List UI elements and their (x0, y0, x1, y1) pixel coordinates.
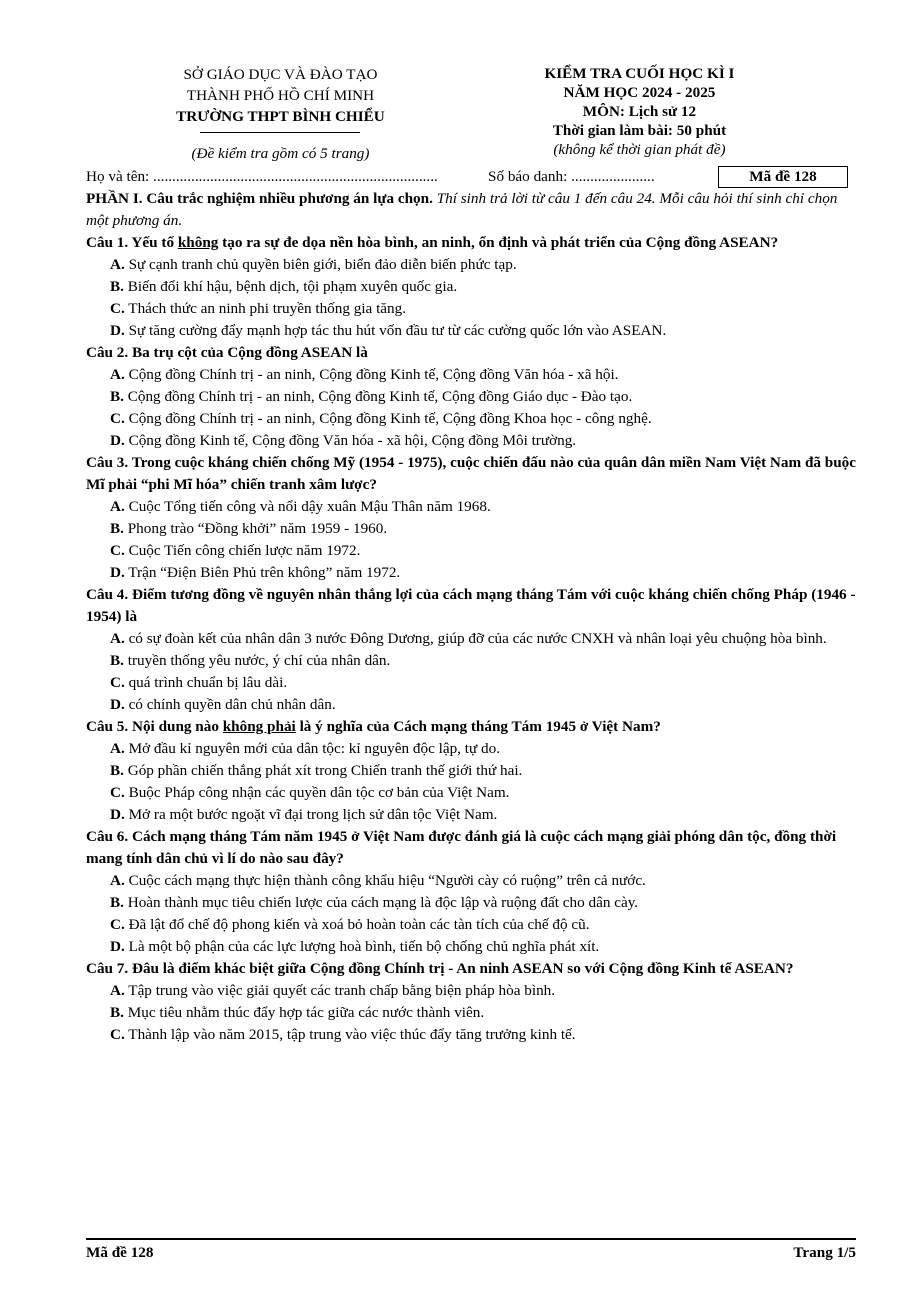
question-text: Câu 1. Yếu tố (86, 234, 178, 251)
option-key: B. (110, 388, 124, 405)
question-list (86, 232, 856, 1046)
question-text-cont: tạo ra sự đe dọa nền hòa bình, an ninh, ổn định và phát triển của Cộng đồng ASEAN? (218, 234, 779, 251)
part-one-instruction: Thí sinh trả lời từ câu 1 đến câu 24. Mỗi câu hỏi thí sinh chỉ chọn một phương án. (86, 190, 838, 229)
question-emphasis: không (177, 234, 219, 251)
answer-option (86, 276, 856, 298)
option-text: Thành lập vào năm 2015, tập trung vào việc thúc đẩy tăng trưởng kinh tế. (124, 1026, 576, 1043)
exam-title: KIỂM TRA CUỐI HỌC KÌ I (544, 65, 735, 82)
answer-option (86, 672, 856, 694)
option-text: Cuộc Tiến công chiến lược năm 1972. (124, 542, 361, 559)
option-text: Cộng đồng Kinh tế, Cộng đồng Văn hóa - xã hội, Cộng đồng Môi trường. (124, 432, 577, 449)
option-key: A. (110, 498, 125, 515)
option-key: B. (110, 652, 124, 669)
question-text: Câu 2. Ba trụ cột của Cộng đồng ASEAN là (86, 344, 368, 361)
answer-option (86, 562, 856, 584)
answer-option (86, 386, 856, 408)
question-stem (86, 232, 856, 254)
school-name: TRƯỜNG THPT BÌNH CHIỂU (176, 108, 385, 125)
option-key: C. (110, 300, 125, 317)
option-key: D. (110, 806, 125, 823)
question-stem (86, 826, 856, 870)
question-block (86, 716, 856, 826)
option-key: C. (110, 784, 125, 801)
answer-option (86, 1024, 856, 1046)
option-key: C. (110, 674, 125, 691)
option-text: quá trình chuẩn bị lâu dài. (124, 674, 288, 691)
answer-option (86, 320, 856, 342)
option-text: có sự đoàn kết của nhân dân 3 nước Đông Dương, giúp đỡ của các nước CNXH và nhân loại yêu chuộng hòa bình. (124, 630, 827, 647)
answer-option (86, 936, 856, 958)
option-text: Buộc Pháp công nhận các quyền dân tộc cơ bản của Việt Nam. (124, 784, 510, 801)
option-text: Mở đầu kỉ nguyên mới của dân tộc: kỉ nguyên độc lập, tự do. (124, 740, 500, 757)
option-key: D. (110, 938, 125, 955)
option-key: C. (110, 542, 125, 559)
part-one-title: PHẦN I. Câu trắc nghiệm nhiều phương án lựa chọn. (86, 190, 433, 207)
option-text: Hoàn thành mục tiêu chiến lược của cách mạng là độc lập và ruộng đất cho dân cày. (123, 894, 639, 911)
option-text: Sự tăng cường đẩy mạnh hợp tác thu hút vốn đầu tư từ các cường quốc lớn vào ASEAN. (124, 322, 667, 339)
option-key: B. (110, 278, 124, 295)
answer-option (86, 914, 856, 936)
option-key: B. (110, 520, 124, 537)
question-block (86, 342, 856, 452)
answer-option (86, 430, 856, 452)
exam-code-box: Mã đề 128 (718, 166, 848, 188)
option-key: A. (110, 366, 125, 383)
question-text: Câu 7. Đâu là điểm khác biệt giữa Cộng đồng Chính trị - An ninh ASEAN so với Cộng đồng Kinh tế ASEAN? (86, 960, 794, 977)
option-key: B. (110, 762, 124, 779)
question-block (86, 958, 856, 1046)
option-text: Cộng đồng Chính trị - an ninh, Cộng đồng Kinh tế, Cộng đồng Khoa học - công nghệ. (124, 410, 652, 427)
option-text: Trận “Điện Biên Phủ trên không” năm 1972. (124, 564, 401, 581)
option-text: Tập trung vào việc giải quyết các tranh chấp bằng biện pháp hòa bình. (124, 982, 556, 999)
option-text: Cộng đồng Chính trị - an ninh, Cộng đồng Kinh tế, Cộng đồng Văn hóa - xã hội. (124, 366, 619, 383)
question-block (86, 826, 856, 958)
answer-option (86, 980, 856, 1002)
time-note: (không kể thời gian phát đề) (553, 141, 726, 158)
option-key: A. (110, 630, 125, 647)
answer-option (86, 694, 856, 716)
exam-header (86, 64, 856, 164)
answer-option (86, 254, 856, 276)
option-text: Đã lật đổ chế độ phong kiến và xoá bỏ hoàn toàn các tàn tích của chế độ cũ. (124, 916, 590, 933)
option-key: D. (110, 432, 125, 449)
answer-option (86, 892, 856, 914)
option-text: Cộng đồng Chính trị - an ninh, Cộng đồng Kinh tế, Cộng đồng Giáo dục - Đào tạo. (123, 388, 633, 405)
option-text: Cuộc Tổng tiến công và nổi dậy xuân Mậu Thân năm 1968. (124, 498, 491, 515)
option-text: có chính quyền dân chủ nhân dân. (124, 696, 336, 713)
option-text: Góp phần chiến thắng phát xít trong Chiến tranh thế giới thứ hai. (123, 762, 523, 779)
question-block (86, 584, 856, 716)
answer-option (86, 760, 856, 782)
answer-option (86, 738, 856, 760)
question-block (86, 232, 856, 342)
header-right (475, 64, 804, 164)
answer-option (86, 518, 856, 540)
option-key: D. (110, 322, 125, 339)
option-text: Là một bộ phận của các lực lượng hoà bình, tiến bộ chống chủ nghĩa phát xít. (124, 938, 600, 955)
option-text: Thách thức an ninh phi truyền thống gia tăng. (124, 300, 407, 317)
option-key: C. (110, 916, 125, 933)
answer-option (86, 496, 856, 518)
answer-option (86, 628, 856, 650)
option-key: D. (110, 564, 125, 581)
student-id-field: Số báo danh: ...................... (488, 168, 655, 185)
school-year: NĂM HỌC 2024 - 2025 (563, 84, 716, 101)
student-info-row (86, 166, 856, 188)
question-text: Câu 4. Điểm tương đồng về nguyên nhân thắng lợi của cách mạng tháng Tám với cuộc kháng chiến chống Pháp (1946 - 1954) là (86, 586, 856, 625)
question-text: Câu 5. Nội dung nào (86, 718, 223, 735)
page-footer (86, 1238, 856, 1262)
footer-page-number: Trang 1/5 (793, 1244, 856, 1261)
footer-exam-code: Mã đề 128 (86, 1244, 154, 1261)
answer-option (86, 364, 856, 386)
answer-option (86, 870, 856, 892)
option-key: B. (110, 1004, 124, 1021)
option-text: truyền thống yêu nước, ý chí của nhân dân. (123, 652, 391, 669)
question-stem (86, 342, 856, 364)
option-text: Mở ra một bước ngoặt vĩ đại trong lịch sử dân tộc Việt Nam. (124, 806, 498, 823)
question-stem (86, 716, 856, 738)
answer-option (86, 408, 856, 430)
option-key: A. (110, 740, 125, 757)
page-count-note: (Đề kiểm tra gồm có 5 trang) (191, 145, 370, 162)
question-text: Câu 3. Trong cuộc kháng chiến chống Mỹ (1954 - 1975), cuộc chiến đấu nào của quân dân miền Nam Việt Nam đã buộc Mĩ phải “phi Mĩ hóa” chiến tranh xâm lược? (86, 454, 857, 493)
option-text: Biến đổi khí hậu, bệnh dịch, tội phạm xuyên quốc gia. (123, 278, 458, 295)
student-name-field: Họ và tên: ........................................................................... (86, 168, 438, 185)
option-key: A. (110, 256, 125, 273)
question-emphasis: không phải (222, 718, 296, 735)
city-name: THÀNH PHỐ HỒ CHÍ MINH (186, 87, 375, 104)
answer-option (86, 298, 856, 320)
question-stem (86, 584, 856, 628)
answer-option (86, 540, 856, 562)
header-left (86, 64, 475, 164)
question-text: Câu 6. Cách mạng tháng Tám năm 1945 ở Việt Nam được đánh giá là cuộc cách mạng giải phóng dân tộc, đồng thời mang tính dân chủ vì lí do nào sau đây? (86, 828, 837, 867)
option-key: C. (110, 1026, 125, 1043)
answer-option (86, 782, 856, 804)
part-one-heading (86, 188, 856, 232)
option-key: A. (110, 982, 125, 999)
option-key: C. (110, 410, 125, 427)
question-block (86, 452, 856, 584)
time-limit: Thời gian làm bài: 50 phút (552, 122, 727, 139)
answer-option (86, 804, 856, 826)
option-key: A. (110, 872, 125, 889)
question-stem (86, 452, 856, 496)
answer-option (86, 1002, 856, 1024)
option-text: Phong trào “Đồng khởi” năm 1959 - 1960. (123, 520, 388, 537)
exam-page (86, 64, 856, 1046)
question-text-cont: là ý nghĩa của Cách mạng tháng Tám 1945 ở Việt Nam? (295, 718, 661, 735)
option-key: B. (110, 894, 124, 911)
option-text: Cuộc cách mạng thực hiện thành công khẩu hiệu “Người cày có ruộng” trên cả nước. (124, 872, 646, 889)
header-divider (200, 132, 360, 133)
question-stem (86, 958, 856, 980)
answer-option (86, 650, 856, 672)
option-text: Mục tiêu nhằm thúc đẩy hợp tác giữa các nước thành viên. (123, 1004, 485, 1021)
option-key: D. (110, 696, 125, 713)
department-name: SỞ GIÁO DỤC VÀ ĐÀO TẠO (183, 66, 378, 83)
subject: MÔN: Lịch sử 12 (582, 103, 697, 120)
option-text: Sự cạnh tranh chủ quyền biên giới, biển đảo diễn biến phức tạp. (124, 256, 517, 273)
